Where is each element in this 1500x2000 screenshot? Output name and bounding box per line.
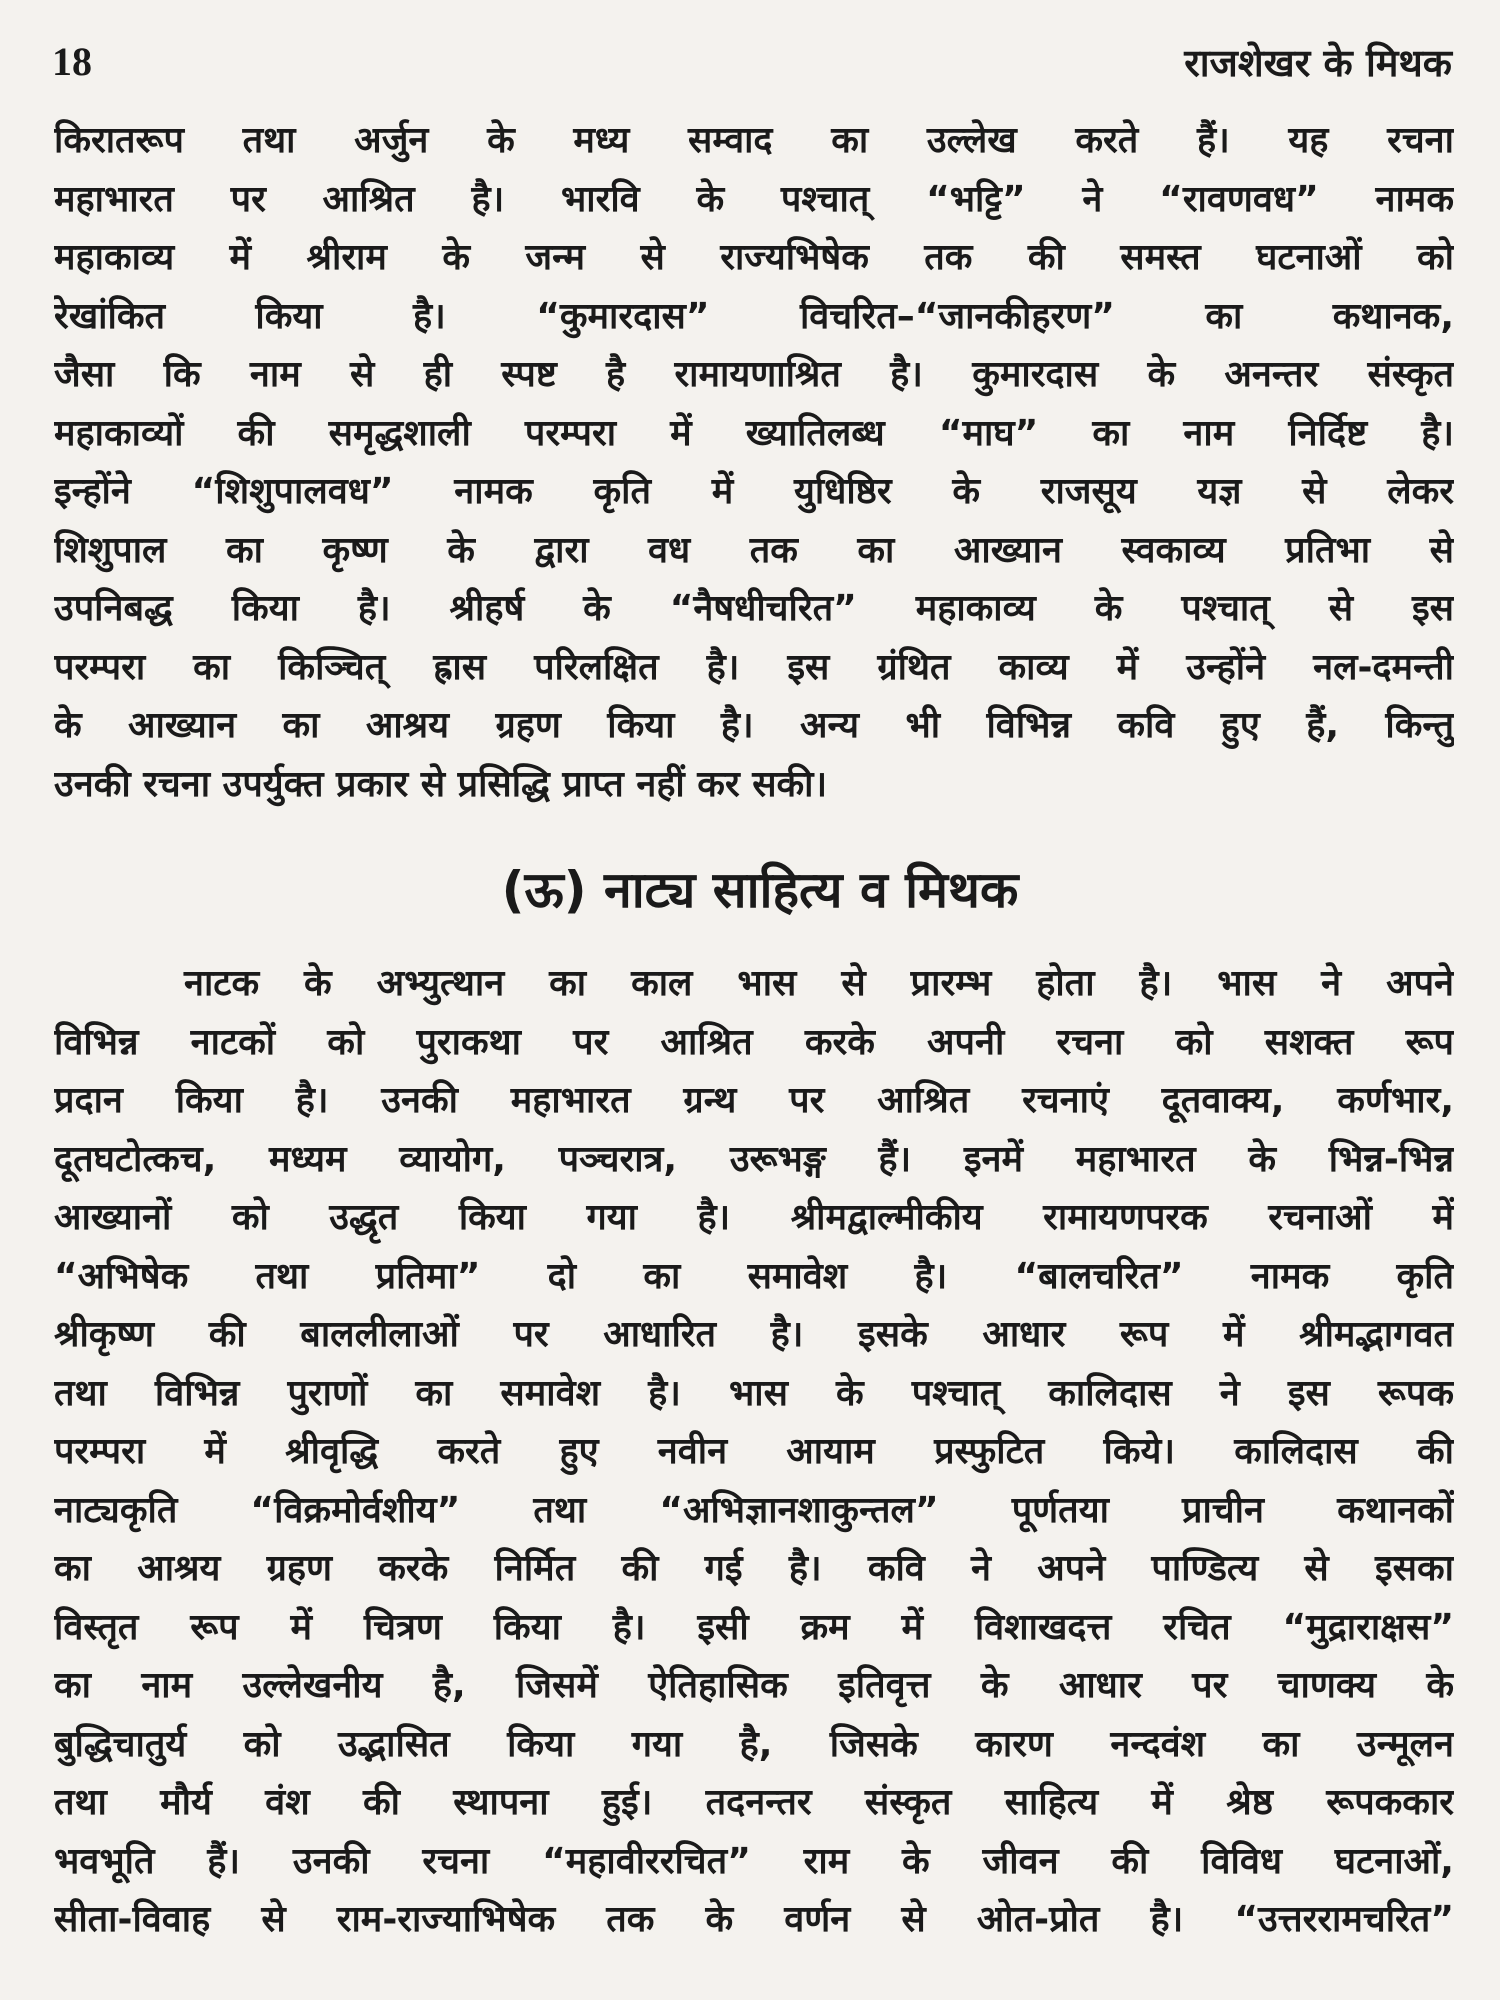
text-line: विस्तृत रूप में चित्रण किया है। इसी क्रम में विशाखदत्त रचित “मुद्राराक्षस” [54,1606,1454,1648]
text-line: का आश्रय ग्रहण करके निर्मित की गई है। कवि ने अपने पाण्डित्य से इसका [54,1548,1454,1589]
text-line: रेखांकित किया है। “कुमारदास” विचरित–“जानकीहरण” का कथानक, [54,295,1454,337]
page-number: 18 [52,39,92,84]
text-line: नाट्यकृति “विक्रमोर्वशीय” तथा “अभिज्ञानशाकुन्तल” पूर्णतया प्राचीन कथानकों [54,1489,1454,1531]
text-line: सीता-विवाह से राम-राज्याभिषेक तक के वर्णन से ओत-प्रोत है। “उत्तररामचरित” [54,1899,1454,1940]
text-line: तथा विभिन्न पुराणों का समावेश है। भास के पश्चात् कालिदास ने इस रूपक [54,1372,1454,1414]
text-line: इन्होंने “शिशुपालवध” नामक कृति में युधिष्ठिर के राजसूय यज्ञ से लेकर [54,471,1454,512]
text-line: उनकी रचना उपर्युक्त प्रकार से प्रसिद्धि प्राप्त नहीं कर सकी। [54,763,828,805]
text-line: परम्परा का किञ्चित् ह्रास परिलक्षित है। इस ग्रंथित काव्य में उन्होंने नल-दमन्ती [54,646,1454,688]
text-line: जैसा कि नाम से ही स्पष्ट है रामायणाश्रित है। कुमारदास के अनन्तर संस्कृत [54,354,1454,395]
text-line: विभिन्न नाटकों को पुराकथा पर आश्रित करके अपनी रचना को सशक्त रूप [54,1021,1454,1063]
text-line: भवभूति हैं। उनकी रचना “महावीररचित” राम के जीवन की विविध घटनाओं, [54,1840,1454,1882]
text-line: तथा मौर्य वंश की स्थापना हुई। तदनन्तर संस्कृत साहित्य में श्रेष्ठ रूपककार [54,1782,1454,1823]
text-line: उपनिबद्ध किया है। श्रीहर्ष के “नैषधीचरित” महाकाव्य के पश्चात् से इस [54,588,1454,629]
text-line: श्रीकृष्ण की बाललीलाओं पर आधारित है। इसके आधार रूप में श्रीमद्भागवत [54,1314,1454,1355]
text-line: शिशुपाल का कृष्ण के द्वारा वध तक का आख्यान स्वकाव्य प्रतिभा से [54,529,1454,571]
text-line: आख्यानों को उद्धृत किया गया है। श्रीमद्वाल्मीकीय रामायणपरक रचनाओं में [54,1197,1454,1238]
text-line: बुद्धिचातुर्य को उद्भासित किया गया है, जिसके कारण नन्दवंश का उन्मूलन [54,1723,1454,1765]
text-line: “अभिषेक तथा प्रतिमा” दो का समावेश है। “बालचरित” नामक कृति [54,1255,1454,1297]
text-line: के आख्यान का आश्रय ग्रहण किया है। अन्य भी विभिन्न कवि हुए हैं, किन्तु [54,705,1454,746]
text-line: महाकाव्यों की समृद्धशाली परम्परा में ख्यातिलब्ध “माघ” का नाम निर्दिष्ट है। [54,412,1454,454]
text-line: नाटक के अभ्युत्थान का काल भास से प्रारम्भ होता है। भास ने अपने [184,963,1454,1004]
text-line: महाकाव्य में श्रीराम के जन्म से राज्यभिषेक तक की समस्त घटनाओं को [54,237,1454,278]
text-line: महाभारत पर आश्रित है। भारवि के पश्चात् “भट्टि” ने “रावणवध” नामक [54,178,1454,220]
text-line: प्रदान किया है। उनकी महाभारत ग्रन्थ पर आश्रित रचनाएं दूतवाक्य, कर्णभार, [54,1080,1454,1121]
paragraph-2 [54,955,1454,1950]
text-line: का नाम उल्लेखनीय है, जिसमें ऐतिहासिक इतिवृत्त के आधार पर चाणक्य के [54,1665,1454,1706]
text-line: परम्परा में श्रीवृद्धि करते हुए नवीन आयाम प्रस्फुटित किये। कालिदास की [54,1431,1454,1472]
section-heading: (ऊ) नाट्य साहित्य व मिथक [501,861,1019,919]
text-line: किरातरूप तथा अर्जुन के मध्य सम्वाद का उल्लेख करते हैं। यह रचना [54,120,1454,161]
running-title: राजशेखर के मिथक [1184,41,1452,85]
paragraph-1 [54,112,1454,814]
text-line: दूतघटोत्कच, मध्यम व्यायोग, पञ्चरात्र, उरूभङ्ग हैं। इनमें महाभारत के भिन्न-भिन्न [54,1138,1454,1180]
